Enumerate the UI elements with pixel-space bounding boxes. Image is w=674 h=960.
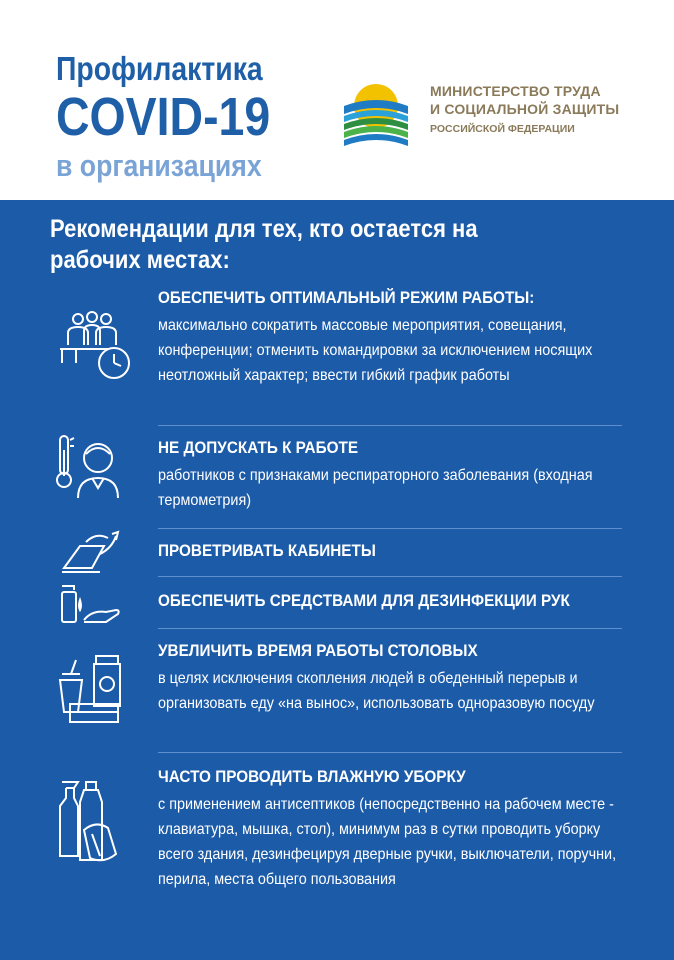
soap-dispenser-hand-icon (56, 580, 136, 628)
item-no-sick-workers (158, 437, 628, 513)
divider (158, 425, 622, 426)
header (0, 0, 674, 200)
item-wet-cleaning (158, 766, 628, 892)
divider (158, 576, 622, 577)
ministry-line-1: МИНИСТЕРСТВО ТРУДА (430, 83, 601, 99)
item-heading: ПРОВЕТРИВАТЬ КАБИНЕТЫ (158, 541, 376, 560)
item-heading: УВЕЛИЧИТЬ ВРЕМЯ РАБОТЫ СТОЛОВЫХ (158, 641, 478, 660)
item-heading: ОБЕСПЕЧИТЬ СРЕДСТВАМИ ДЛЯ ДЕЗИНФЕКЦИИ РУК (158, 591, 570, 610)
ministry-name (430, 82, 650, 135)
title-line-1: Профилактика (56, 50, 263, 87)
window-air-icon (56, 528, 136, 580)
item-hand-sanitizer (158, 590, 628, 612)
item-work-mode (158, 287, 628, 388)
item-body: работников с признаками респираторного заболевания (входная термометрия) (158, 467, 593, 509)
intro-heading: Рекомендации для тех, кто остается на рабочих местах: (50, 215, 478, 274)
title-line-3: в организациях (56, 148, 262, 183)
item-canteen (158, 640, 628, 716)
people-clock-icon (56, 305, 136, 385)
item-heading: НЕ ДОПУСКАТЬ К РАБОТЕ (158, 438, 359, 457)
thermometer-person-icon (56, 430, 136, 510)
divider (158, 628, 622, 629)
takeaway-food-icon (56, 650, 136, 730)
title-line-2: COVID-19 (56, 87, 271, 147)
item-ventilate (158, 540, 628, 562)
item-heading: ОБЕСПЕЧИТЬ ОПТИМАЛЬНЫЙ РЕЖИМ РАБОТЫ: (158, 288, 535, 307)
divider (158, 752, 622, 753)
divider (158, 528, 622, 529)
item-body: максимально сократить массовые мероприятия, совещания, конференции; отменить командировки за исключением носящих неотложный характер; ввести гибкий график работы (158, 317, 593, 384)
ministry-line-2: И СОЦИАЛЬНОЙ ЗАЩИТЫ (430, 101, 620, 117)
ministry-logo-icon (340, 76, 412, 148)
item-body: с применением антисептиков (непосредственно на рабочем месте - клавиатура, мышка, стол), минимум раз в сутки проводить уборку всего здания, дезинфецируя дверные ручки, выключатели, поручни, перила, места общего пользования (158, 796, 617, 888)
item-body: в целях исключения скопления людей в обеденный перерыв и организовать еду «на вынос», использовать одноразовую посуду (158, 670, 595, 712)
ministry-line-3: РОССИЙСКОЙ ФЕДЕРАЦИИ (430, 123, 575, 135)
item-heading: ЧАСТО ПРОВОДИТЬ ВЛАЖНУЮ УБОРКУ (158, 767, 466, 786)
cleaning-supplies-icon (56, 776, 136, 866)
